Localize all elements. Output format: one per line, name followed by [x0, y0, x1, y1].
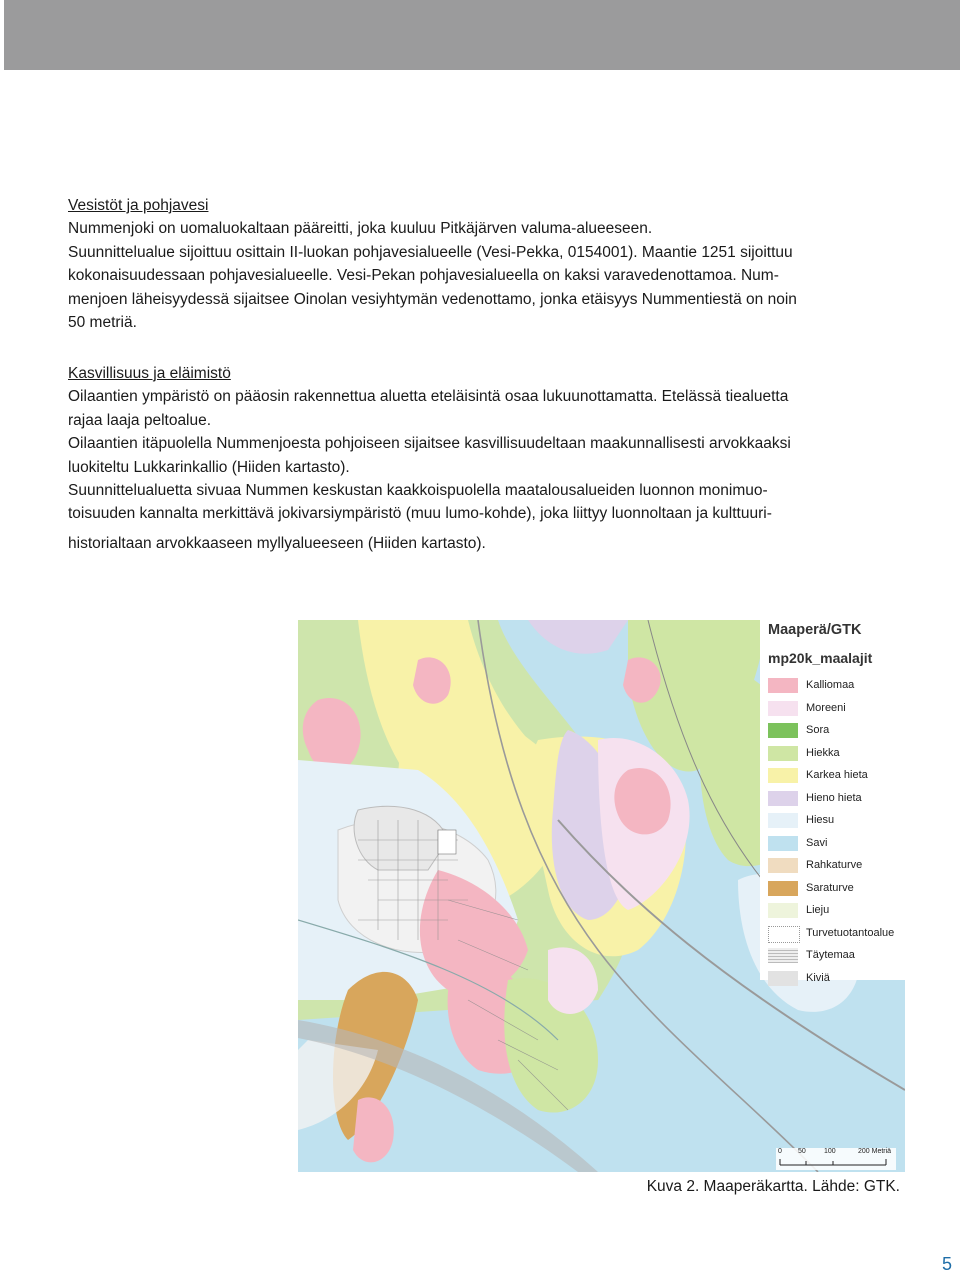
legend-swatch	[768, 948, 798, 963]
text-line: Oilaantien ympäristö on pääosin rakennettua aluetta eteläisintä osaa lukuunottamatta. Etelässä tiealuetta	[68, 388, 789, 406]
text-line: Suunnittelualue sijoittuu osittain II-luokan pohjavesialueelle (Vesi-Pekka, 0154001). Maantie 1251 sijoittuu	[68, 243, 793, 261]
legend-swatch	[768, 791, 798, 806]
legend-swatch	[768, 813, 798, 828]
legend-swatch	[768, 881, 798, 896]
text-line: kokonaisuudessaan pohjavesialueelle. Vesi-Pekan pohjavesialueella on kaksi varavedenottamoa. Num-	[68, 267, 779, 285]
legend-swatch	[768, 903, 798, 918]
legend-swatch	[768, 768, 798, 783]
scale-tick: 100	[824, 1148, 836, 1155]
legend-label: Hiesu	[806, 814, 835, 826]
scale-tick: 200 Metriä	[858, 1148, 892, 1155]
legend-label: Sora	[806, 724, 830, 736]
text-line: luokiteltu Lukkarinkallio (Hiiden kartasto).	[68, 458, 350, 476]
text-line: rajaa laaja peltoalue.	[68, 411, 212, 429]
section-water	[68, 194, 908, 334]
text-line: 50 metriä.	[68, 314, 137, 332]
legend-label: Rahkaturve	[806, 859, 863, 871]
legend-swatch	[768, 926, 800, 943]
legend-swatch	[768, 836, 798, 851]
legend-swatch	[768, 723, 798, 738]
legend-swatch	[768, 678, 798, 693]
legend-label: Täytemaa	[806, 949, 855, 961]
legend-label: Kalliomaa	[806, 679, 855, 691]
legend-title: Maaperä/GTK	[768, 622, 862, 638]
legend-label: Karkea hieta	[806, 769, 868, 781]
legend-label: Savi	[806, 836, 828, 849]
legend-subtitle: mp20k_maalajit	[768, 650, 873, 666]
text-line: historialtaan arvokkaaseen myllyalueeseen (Hiiden kartasto).	[68, 534, 486, 552]
text-line: menjoen läheisyydessä sijaitsee Oinolan vesiyhtymän vedenottamo, jonka etäisyys Nummentiestä on noin	[68, 290, 797, 308]
section-heading-vegetation: Kasvillisuus ja eläimistö	[68, 365, 231, 382]
legend-label: Moreeni	[806, 701, 846, 714]
legend-swatch	[768, 971, 798, 986]
header-bar	[4, 0, 960, 70]
scale-tick: 0	[778, 1148, 782, 1155]
text-line: Suunnittelualuetta sivuaa Nummen keskustan kaakkoispuolella maatalousalueiden luonnon monimuo-	[68, 482, 768, 500]
text-line: Nummenjoki on uomaluokaltaan pääreitti, joka kuuluu Pitkäjärven valuma-alueeseen.	[68, 220, 653, 238]
section-vegetation	[68, 362, 908, 555]
legend-label: Kiviä	[806, 971, 830, 984]
legend-label: Hiekka	[806, 746, 840, 759]
scale-tick: 50	[798, 1148, 806, 1155]
legend-swatch	[768, 701, 798, 716]
map-legend	[760, 620, 905, 984]
section-heading-water: Vesistöt ja pohjavesi	[68, 197, 209, 214]
legend-label: Hieno hieta	[806, 791, 862, 804]
text-line: toisuuden kannalta merkittävä jokivarsiympäristö (muu lumo-kohde), joka liittyy luonnoltaan ja kulttuuri-	[68, 505, 772, 523]
legend-label: Turvetuotantoalue	[806, 926, 895, 939]
legend-label: Lieju	[806, 904, 830, 916]
text-line: Oilaantien itäpuolella Nummenjoesta pohjoiseen sijaitsee kasvillisuudeltaan maakunnallisesti arvokkaaksi	[68, 435, 791, 453]
legend-label: Saraturve	[806, 881, 854, 894]
scale-bar	[776, 1148, 896, 1170]
legend-swatch	[768, 746, 798, 761]
page-number: 5	[941, 1254, 952, 1274]
figure-caption: Kuva 2. Maaperäkartta. Lähde: GTK.	[646, 1178, 900, 1195]
legend-swatch	[768, 858, 798, 873]
